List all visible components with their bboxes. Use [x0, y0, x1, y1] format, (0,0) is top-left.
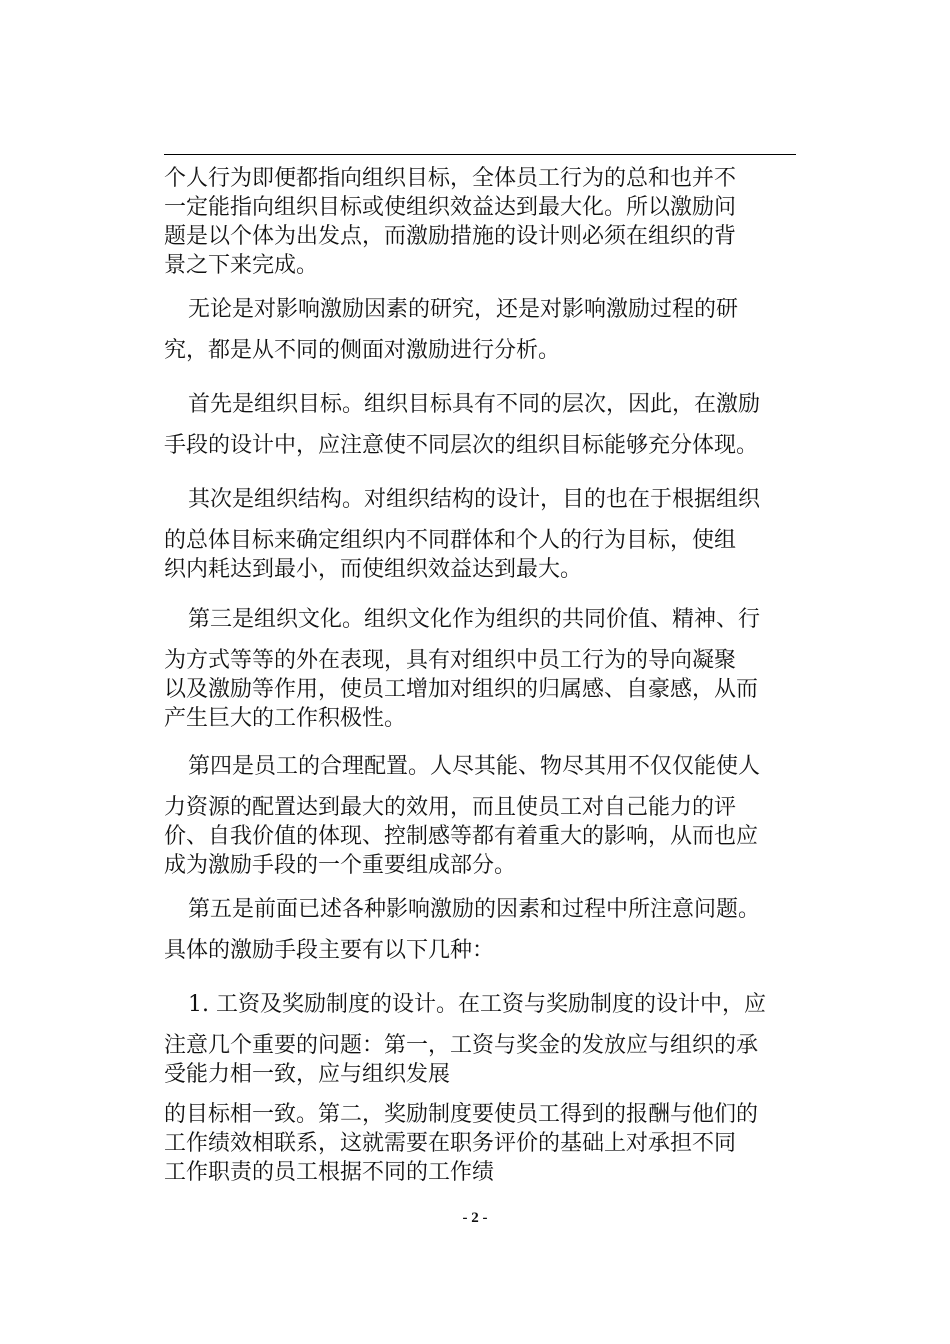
text-line: 无论是对影响激励因素的研究，还是对影响激励过程的研 [188, 297, 739, 322]
text-line: 力资源的配置达到最大的效用，而且使员工对自己能力的评 [164, 795, 737, 820]
text-line: 一定能指向组织目标或使组织效益达到最大化。所以激励问 [164, 195, 737, 220]
text-line: 第五是前面已述各种影响激励的因素和过程中所注意问题。 [188, 897, 761, 922]
page-number: - 2 - [462, 1210, 488, 1226]
paragraph-2 [164, 295, 796, 365]
header-rule [164, 154, 796, 155]
text-line: 工作绩效相联系，这就需要在职务评价的基础上对承担不同 [164, 1131, 737, 1156]
text-line: 成为激励手段的一个重要组成部分。 [164, 853, 517, 878]
text-line: 注意几个重要的问题：第一，工资与奖金的发放应与组织的承 [164, 1033, 759, 1058]
text-line: 价、自我价值的体现、控制感等都有着重大的影响，从而也应 [164, 824, 759, 849]
text-line: 工作职责的员工根据不同的工作绩 [164, 1160, 495, 1185]
text-line: 究，都是从不同的侧面对激励进行分析。 [164, 338, 561, 363]
text-line: 个人行为即便都指向组织目标，全体员工行为的总和也并不 [164, 166, 737, 191]
paragraph-3 [164, 390, 796, 460]
text-line: 其次是组织结构。对组织结构的设计，目的也在于根据组织 [188, 487, 761, 512]
paragraph-9 [164, 1100, 796, 1187]
text-line: 手段的设计中，应注意使不同层次的组织目标能够充分体现。 [164, 433, 759, 458]
text-line: 题是以个体为出发点，而激励措施的设计则必须在组织的背 [164, 224, 737, 249]
text-line: 具体的激励手段主要有以下几种： [164, 938, 495, 963]
text-line: 产生巨大的工作积极性。 [164, 706, 407, 731]
text-line: 1. 工资及奖励制度的设计。在工资与奖励制度的设计中，应 [188, 992, 766, 1017]
text-line: 的总体目标来确定组织内不同群体和个人的行为目标，使组 [164, 528, 737, 553]
paragraph-1 [164, 164, 796, 280]
text-line: 为方式等等的外在表现，具有对组织中员工行为的导向凝聚 [164, 648, 737, 673]
paragraph-5 [164, 605, 796, 733]
text-line: 受能力相一致，应与组织发展 [164, 1062, 451, 1087]
text-line: 以及激励等作用，使员工增加对组织的归属感、自豪感，从而 [164, 677, 759, 702]
paragraph-4 [164, 485, 796, 584]
paragraph-6 [164, 752, 796, 880]
text-line: 首先是组织目标。组织目标具有不同的层次，因此，在激励 [188, 392, 761, 417]
paragraph-8 [164, 990, 796, 1089]
text-line: 景之下来完成。 [164, 253, 319, 278]
text-line: 织内耗达到最小，而使组织效益达到最大。 [164, 557, 583, 582]
text-line: 第三是组织文化。组织文化作为组织的共同价值、精神、行 [188, 607, 761, 632]
paragraph-7 [164, 895, 796, 965]
text-line: 第四是员工的合理配置。人尽其能、物尽其用不仅仅能使人 [188, 754, 761, 779]
text-line: 的目标相一致。第二，奖励制度要使员工得到的报酬与他们的 [164, 1102, 759, 1127]
